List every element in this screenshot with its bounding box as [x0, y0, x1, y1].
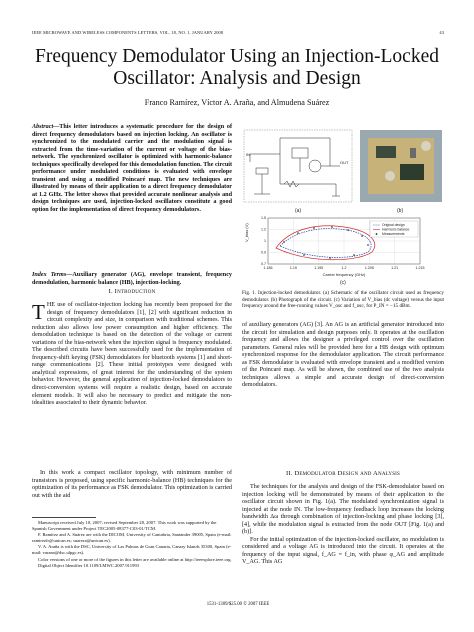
measurement-point [303, 254, 305, 256]
footnote-color: Color versions of one or more of the figures in this letter are available online at http://ieeexplore.ieee.org. [38, 556, 232, 562]
node-out-label: OUT [340, 160, 349, 165]
figure-1-graphic [240, 124, 446, 288]
y-tick-label: 0.9 [261, 250, 266, 255]
section-heading-design: II. Demodulator Design and Analysis [285, 470, 401, 477]
index-terms-label: Index Terms— [32, 272, 73, 278]
x-tick-label: 1.215 [415, 266, 425, 270]
x-tick-label: 1.2 [341, 266, 347, 270]
measurement-point [361, 235, 363, 237]
x-tick-label: 1.195 [314, 266, 324, 270]
label-b: (b) [397, 208, 404, 214]
abstract-text: This letter introduces a systematic procedure for the design of direct frequency demodulators based on injection locking. An oscillator is synchronized to the modulated carrier and the modulation signal is extracted from the time-variation of the current or voltage of the bias-network. The synchronized oscillator is optimized with harmonic-balance techniques specifically developed for this demodulation function. The circuit performance under modulated conditions is evaluated with envelope transient and using a modified Poincaré map. The new techniques are illustrated by means of their application to a direct frequency demodulator at 1.2 GHz. The letter shows that provided accurate nonlinear analysis and design techniques are used, injection-locked oscillators constitute a good option for the implementation of direct frequency demodulators. [32, 124, 232, 214]
measurement-point [353, 254, 355, 256]
footnote-rule [32, 517, 96, 518]
measurement-point [367, 244, 369, 246]
label-c: (c) [340, 280, 346, 286]
x-axis-label: Carrier frequency (GHz) [322, 272, 366, 277]
x-tick-label: 1.19 [289, 266, 297, 270]
measurement-point [329, 257, 331, 259]
abstract [32, 124, 232, 215]
paper-title: Frequency Demodulator Using an Injection-Locked Oscillator: Analysis and Design [35, 46, 439, 89]
y-tick-label: 0.7 [261, 262, 266, 267]
journal-line: IEEE MICROWAVE AND WIRELESS COMPONENTS LETTERS, VOL. 18, NO. 1, JANUARY 2008 [32, 30, 224, 35]
intro-paragraph-1 [32, 302, 232, 408]
figure-1 [240, 124, 446, 288]
circuit-schematic [244, 130, 352, 202]
circuit-photo [360, 130, 442, 202]
chart-legend [370, 221, 418, 237]
index-terms [32, 272, 232, 287]
right-column-paragraph: of auxiliary generators (AG) [3]. An AG is an artificial generator introduced into the circuit for simulation and design purposes only. It operates at the oscillation frequency and allows the designer a privileged control over the oscillation parameters. General rules will be provided here for a HB design with optimum synchronized response for the demodulator application. The circuit performance as FSK demodulator is evaluated with envelope transient and a modified version of the Poincaré map. As will be shown, the combined use of the two analysis techniques allows a simple and accurate design of direct-conversion demodulators. [242, 322, 444, 389]
legend-measurements: Measurements [382, 232, 405, 237]
section2-paragraphs [242, 484, 444, 567]
x-tick-label: 1.205 [364, 266, 374, 270]
figure-caption: Fig. 1. Injection-locked demodulator. (a) Schematic of the oscillator circuit used as frequency demodulator. (b) Photograph of the circuit. (c) Variation of V_bias (dc voltage) versus the input frequency around the free-running values V_osc and f_osc, for P_IN = −15 dBm. [242, 290, 444, 310]
measurement-point [313, 227, 315, 229]
footnote-manuscript: Manuscript received July 10, 2007; revised September 28, 2007. This work was supported by the Spanish Government under Project TEC2005-08377-C03-01/TCM. [32, 520, 217, 532]
y-tick-label: 1.2 [261, 227, 266, 232]
section2-paragraph-1: The techniques for the analysis and design of the FSK-demodulator based on injection locking will be demonstrated by means of their application to the oscillator circuit shown in Fig. 1(a). The modulated synchronization signal is injected at the node IN. The low-frequency feedback loop increases the locking bandwidth Δω through combination of injection-locking and phase locking [3], [4], while the modulation signal is extracted from the node OUT [Fig. 1(a) and (b)]. [242, 484, 444, 536]
x-tick-label: 1.185 [263, 266, 273, 270]
measurement-point [331, 226, 333, 228]
copyright-footer: 1531-1309/$25.00 © 2007 IEEE [206, 602, 270, 607]
footnote-doi: Digital Object Identifier 10.1109/LMWC.2007.911993 [38, 562, 139, 568]
author-list: Franco Ramírez, Víctor A. Araña, and Almudena Suárez [144, 98, 330, 107]
node-in-label: IN [246, 152, 250, 157]
intro-text-1: HE use of oscillator-injection locking has recently been proposed for the design of frequency demodulators [1], [2] with significant reduction in circuit complexity and size, in comparison with traditional schemes. This reduction also allows low power consumption and higher efficiency. The demodulation technique is based on the detection of the voltage or current variations of the bias-network when the injection signal is frequency modulated. The described circuits have been successfully used for the implementation of frequency-shift keying (FSK) demodulators for bluetooth systems [1] and short-range communications [2]. These initial prototypes were designed with analytical expressions, of great interest for the understanding of the system behavior. However, the general application of injection-locked demodulators to direct-conversion systems will require a realistic design, based on accurate element models. It will also be necessary to predict and mitigate the non-idealities associated to their dynamic behavior. [32, 302, 232, 407]
abstract-label: Abstract— [32, 124, 60, 130]
measurement-point [347, 229, 349, 231]
y-tick-label: 1.5 [261, 216, 266, 221]
drop-cap: T [32, 300, 45, 324]
section-heading-introduction: I. Introduction [108, 288, 156, 295]
running-header [32, 30, 444, 35]
x-tick-label: 1.21 [391, 266, 399, 270]
footnotes [32, 520, 232, 569]
label-a: (a) [295, 208, 302, 214]
footnote-affiliation-2: V. A. Araña is with the DSC, University of Las Palmas de Gran Canaria, Canary Islands 35300, Spain (e-mail: varana@dsc.ulpgc.es). [32, 544, 232, 556]
section2-paragraph-2: For the initial optimization of the injection-locked oscillator, no modulation is considered and a voltage AG is introduced into the circuit. It operates at the frequency of the input signal, f_AG = f_in, with phase φ_AG and amplitude V_AG. This AG [242, 536, 444, 566]
intro-paragraph-2: In this work a compact oscillator topology, with minimum number of transistors is proposed, using specific harmonic-balance (HB) techniques for the optimization of its performance as FSK demodulator. This optimization is carried out with the aid [32, 470, 232, 499]
y-tick-label: 1 [264, 239, 266, 244]
measurement-point [283, 241, 285, 243]
footnote-affiliation-1: F. Ramírez and A. Suárez are with the DICOM, University of Cantabria, Santander 39005, Spain (e-mail: ramirezfr@unican.es; suareza@unican.es). [32, 532, 232, 544]
measurement-point [297, 232, 299, 234]
chart-c [244, 216, 425, 277]
y-axis-label: V_bias (V) [244, 223, 249, 242]
index-terms-text: Auxiliary generator (AG), envelope transient, frequency demodulation, harmonic balance (HB), injection-locking. [32, 272, 232, 286]
legend-harmonic: Harmonic balance [382, 227, 410, 232]
legend-original: Original design [382, 223, 405, 228]
page-number: 43 [439, 30, 444, 35]
